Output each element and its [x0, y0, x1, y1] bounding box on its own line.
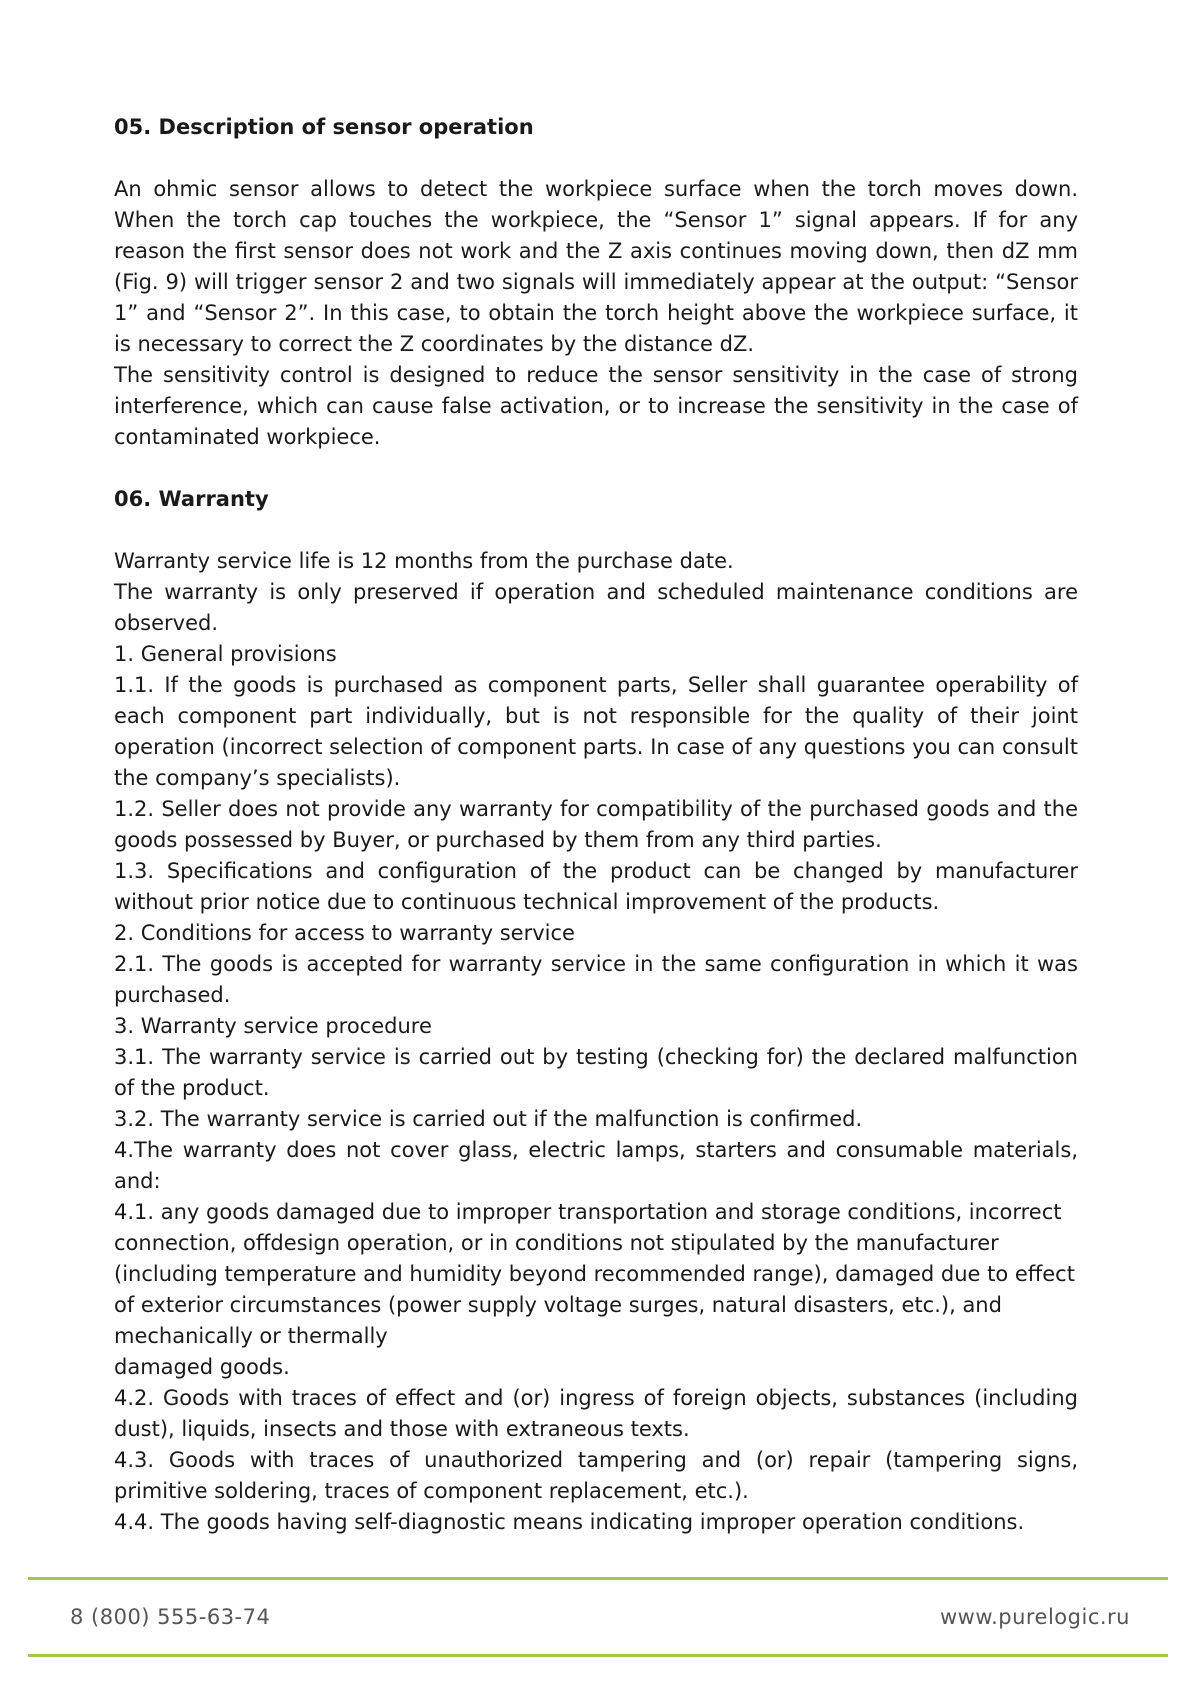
list-item: 4.2. Goods with traces of effect and (or) ingress of foreign objects, substances (including dust), liquids, insects and those with extraneous texts. — [114, 1386, 1078, 1441]
footer-top-divider — [28, 1577, 1168, 1580]
list-item: 1.1. If the goods is purchased as component parts, Seller shall guarantee operability of each component part individually, but is not responsible for the quality of their joint operation (incorrect selection of component parts. In case of any questions you can consult the company’s specialists). — [114, 673, 1078, 790]
list-item: 4.The warranty does not cover glass, electric lamps, starters and consumable materials, and: — [114, 1138, 1078, 1193]
page-content — [114, 112, 1078, 1538]
section-heading-warranty: 06. Warranty — [114, 487, 269, 511]
footer-phone: 8 (800) 555-63-74 — [70, 1605, 271, 1629]
list-item: 1.3. Specifications and configuration of the product can be changed by manufacturer without prior notice due to continuous technical improvement of the products. — [114, 859, 1078, 914]
list-item: 4.3. Goods with traces of unauthorized tampering and (or) repair (tampering signs, primitive soldering, traces of component replacement, etc.). — [114, 1448, 1078, 1503]
list-item: 1.2. Seller does not provide any warranty for compatibility of the purchased goods and the goods possessed by Buyer, or purchased by them from any third parties. — [114, 797, 1078, 852]
list-item: 3. Warranty service procedure — [114, 1014, 432, 1038]
footer-bottom-divider — [28, 1654, 1168, 1657]
list-item: damaged goods. — [114, 1355, 290, 1379]
paragraph: The sensitivity control is designed to reduce the sensor sensitivity in the case of strong interference, which can cause false activation, or to increase the sensitivity in the case of contaminated workpiece. — [114, 363, 1078, 449]
list-item: 1. General provisions — [114, 642, 337, 666]
list-item: 2. Conditions for access to warranty service — [114, 921, 575, 945]
list-item: 3.1. The warranty service is carried out by testing (checking for) the declared malfunction of the product. — [114, 1045, 1078, 1100]
list-item: 4.1. any goods damaged due to improper transportation and storage conditions, incorrect connection, offdesign operation, or in conditions not stipulated by the manufacturer (including temperature and humidity beyond recommended range), damaged due to effect of exterior circumstances (power supply voltage surges, natural disasters, etc.), and mechanically or thermally — [114, 1200, 1075, 1348]
footer-website: www.purelogic.ru — [939, 1605, 1130, 1629]
paragraph: The warranty is only preserved if operation and scheduled maintenance conditions are observed. — [114, 580, 1078, 635]
section-heading-sensor-operation: 05. Description of sensor operation — [114, 115, 534, 139]
list-item: 4.4. The goods having self-diagnostic means indicating improper operation conditions. — [114, 1510, 1025, 1534]
list-item: 3.2. The warranty service is carried out if the malfunction is confirmed. — [114, 1107, 863, 1131]
paragraph: Warranty service life is 12 months from the purchase date. — [114, 549, 734, 573]
paragraph: An ohmic sensor allows to detect the workpiece surface when the torch moves down. When the torch cap touches the workpiece, the “Sensor 1” signal appears. If for any reason the first sensor does not work and the Z axis continues moving down, then dZ mm (Fig. 9) will trigger sensor 2 and two signals will immediately appear at the output: “Sensor 1” and “Sensor 2”. In this case, to obtain the torch height above the workpiece surface, it is necessary to correct the Z coordinates by the distance dZ. — [114, 177, 1078, 356]
list-item: 2.1. The goods is accepted for warranty service in the same configuration in which it was purchased. — [114, 952, 1078, 1007]
